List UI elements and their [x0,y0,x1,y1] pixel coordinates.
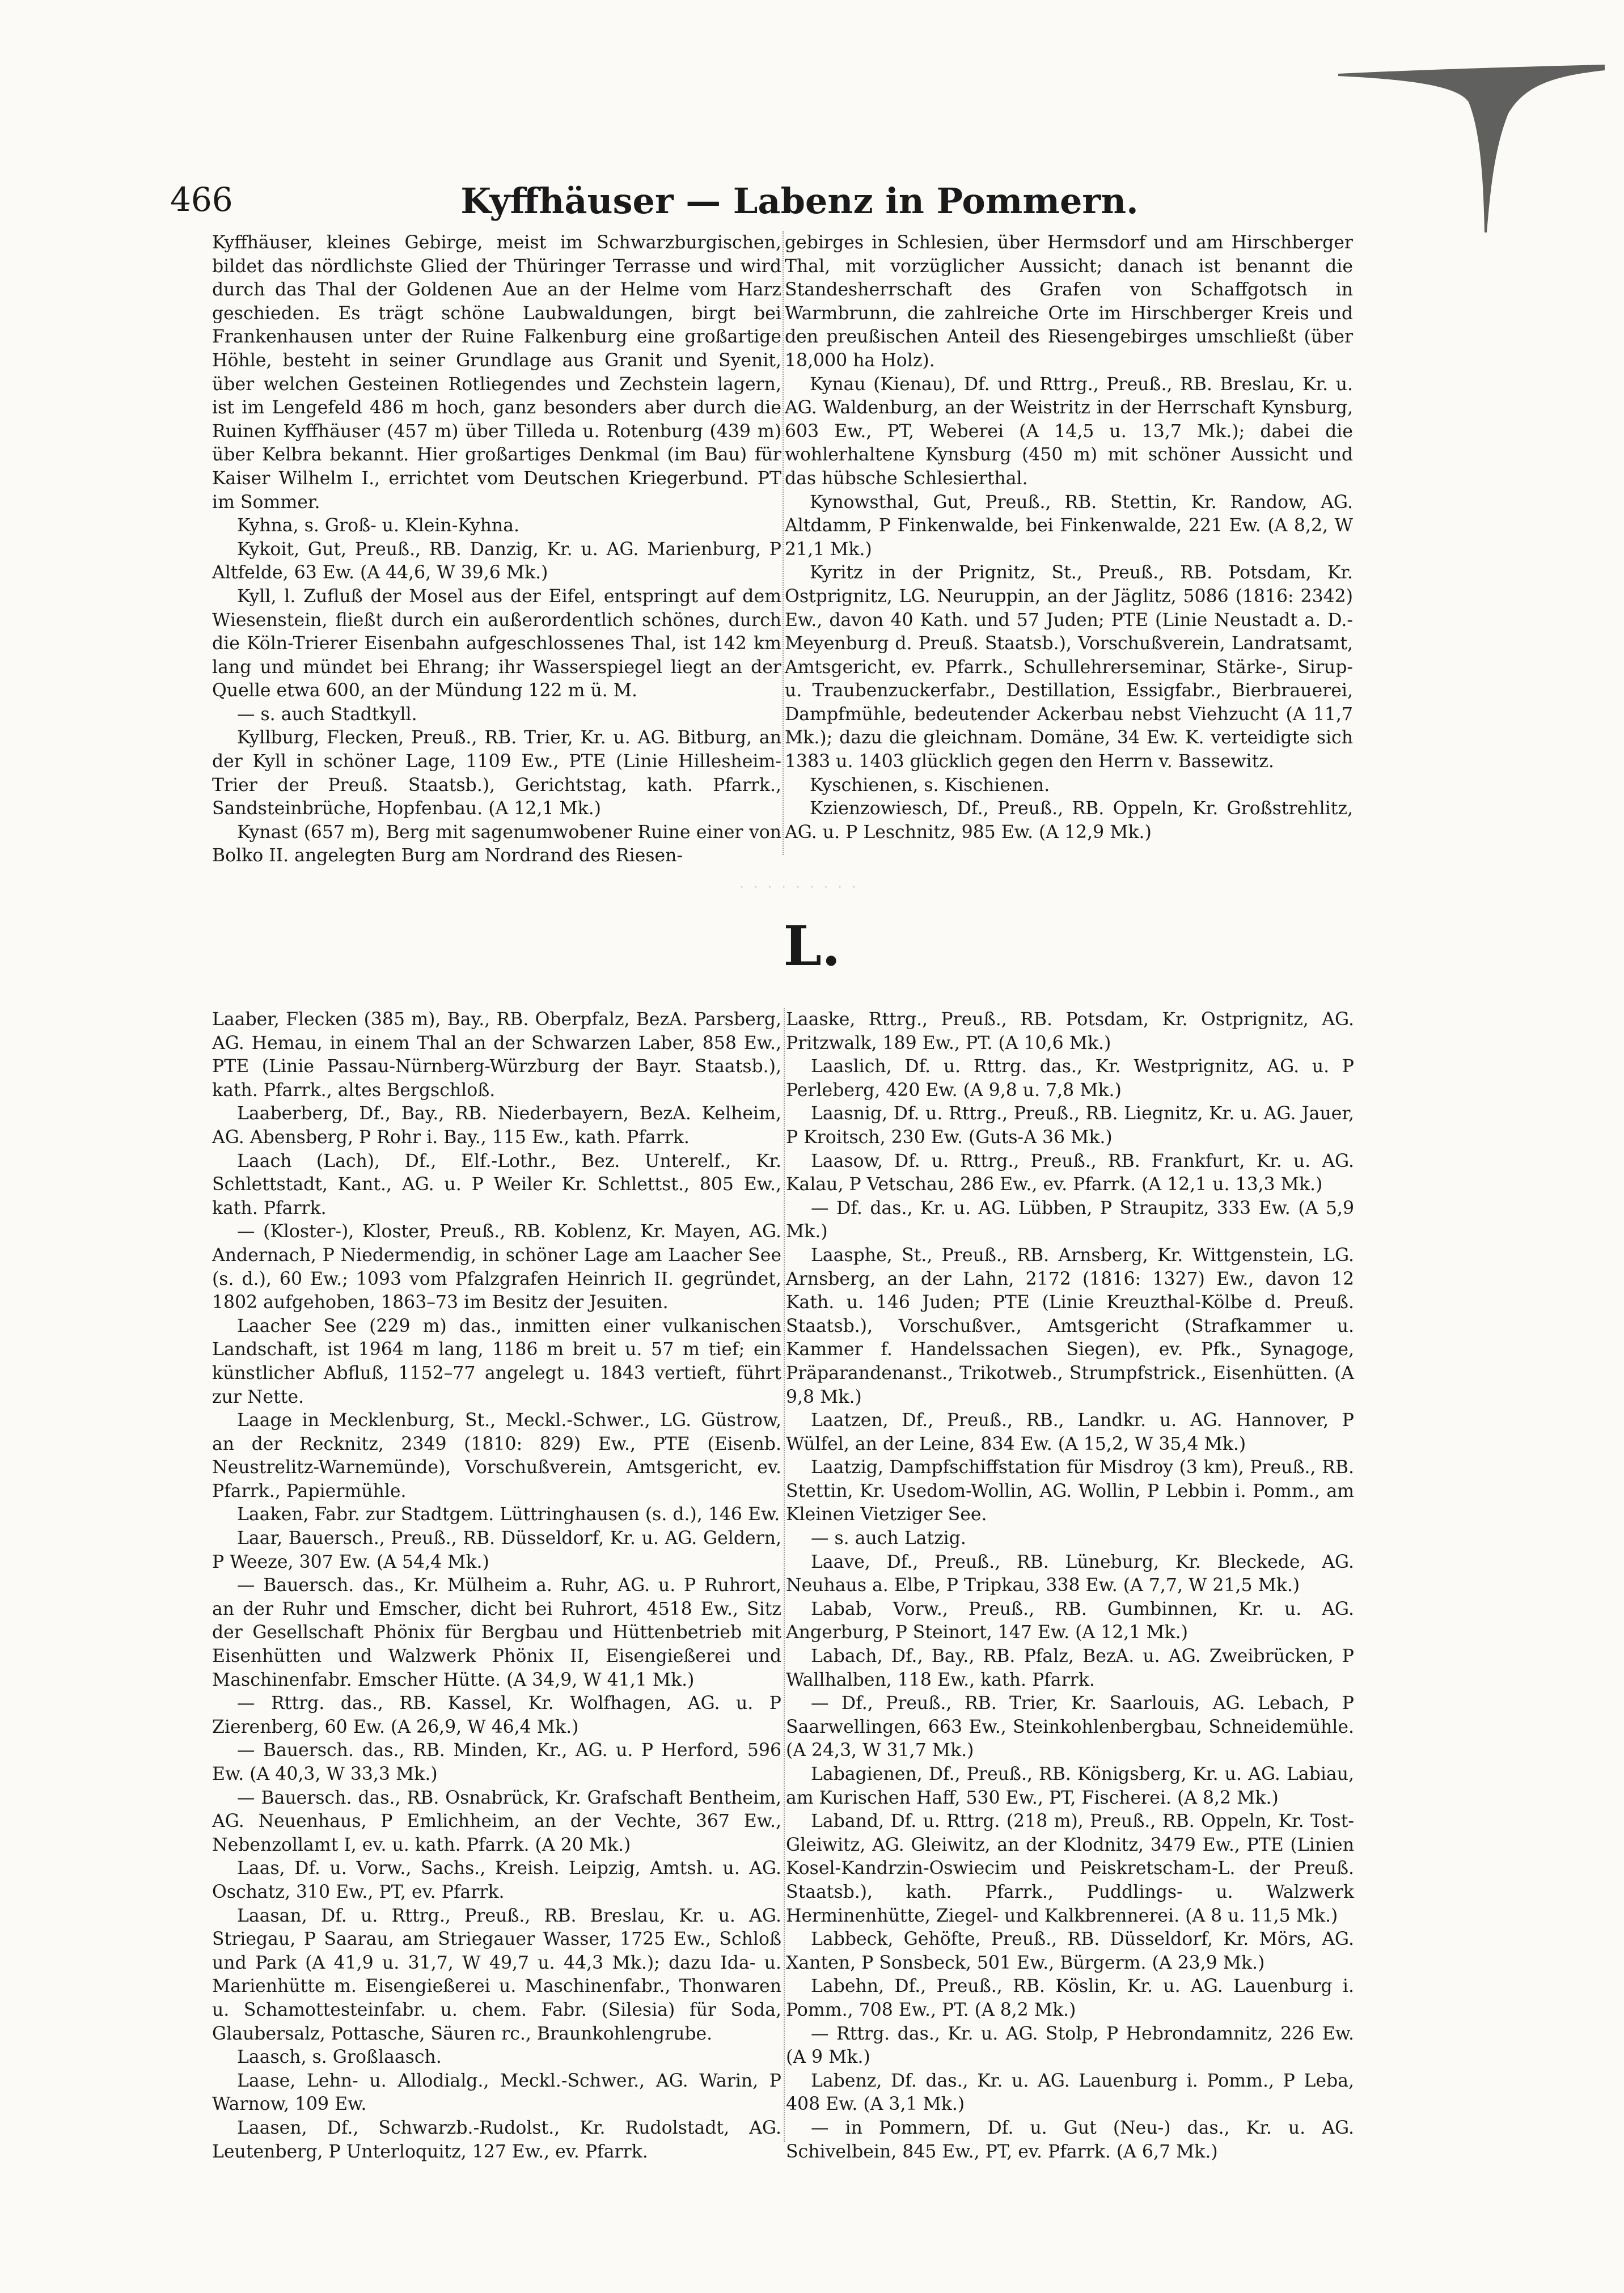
entry: Laage in Mecklenburg, St., Meckl.-Schwer., LG. Güstrow, an der Recknitz, 2349 (1810: 829) Ew., PTE (Eisenb. Neustrelitz-Warnemünde), Vorschußverein, Amtsgericht, ev. Pfarrk., Papiermühle. [212,1410,781,1501]
entry: Laacher See (229 m) das., inmitten einer vulkanischen Landschaft, ist 1964 m lang, 1186 m breit u. 57 m tief; ein künstlicher Abfluß, 1152–77 angelegt u. 1843 vertieft, führt zur Nette. [212,1315,781,1407]
entry: Laave, Df., Preuß., RB. Lüneburg, Kr. Bleckede, AG. Neuhaus a. Elbe, P Tripkau, 338 Ew. (A 7,7, W 21,5 Mk.) [786,1551,1354,1596]
entry: Kyllburg, Flecken, Preuß., RB. Trier, Kr. u. AG. Bitburg, an der Kyll in schöner Lage, 1109 Ew., PTE (Linie Hillesheim-Trier der Preuß. Staatsb.), Gerichtstag, kath. Pfarrk., Sandsteinbrüche, Hopfenbau. (A 12,1 Mk.) [212,727,781,819]
entry: Laas, Df. u. Vorw., Sachs., Kreish. Leipzig, Amtsh. u. AG. Oschatz, 310 Ew., PT, ev. Pfarrk. [212,1858,781,1902]
entry: — Bauersch. das., Kr. Mülheim a. Ruhr, AG. u. P Ruhrort, an der Ruhr und Emscher, dicht bei Ruhrort, 4518 Ew., Sitz der Gesellschaft Phönix für Bergbau und Hüttenbetrieb mit Eisenhütten und Walzwerk Phönix II, Eisengießerei und Maschinenfabr. Emscher Hütte. (A 34,9, W 41,1 Mk.) [212,1575,781,1690]
entry: Kyschienen, s. Kischienen. [810,775,1050,796]
entries-bottom-right [786,1008,1354,2164]
entry: Labach, Df., Bay., RB. Pfalz, BezA. u. AG. Zweibrücken, P Wallhalben, 118 Ew., kath. Pfarrk. [786,1646,1354,1690]
margin-ink-mark [1338,62,1605,232]
entries-top-right [785,231,1353,844]
entry: Laatzen, Df., Preuß., RB., Landkr. u. AG. Hannover, P Wülfel, an der Leine, 834 Ew. (A 15,2, W 35,4 Mk.) [786,1410,1354,1454]
entry: Laasen, Df., Schwarzb.-Rudolst., Kr. Rudolstadt, AG. Leutenberg, P Unterloquitz, 127 Ew., ev. Pfarrk. [212,2117,781,2162]
entry: Laband, Df. u. Rttrg. (218 m), Preuß., RB. Oppeln, Kr. Tost-Gleiwitz, AG. Gleiwitz, an der Klodnitz, 3479 Ew., PTE (Linien Kosel-Kandrzin-Oswiecim und Peiskretscham-L. der Preuß. Staatsb.), kath. Pfarrk., Puddlings- u. Walzwerk Herminenhütte, Ziegel- und Kalkbrennerei. (A 8 u. 11,5 Mk.) [786,1811,1354,1926]
entry: Laasow, Df. u. Rttrg., Preuß., RB. Frankfurt, Kr. u. AG. Kalau, P Vetschau, 286 Ew., ev. Pfarrk. (A 12,1 u. 13,3 Mk.) [786,1150,1354,1195]
entry: Laasnig, Df. u. Rttrg., Preuß., RB. Liegnitz, Kr. u. AG. Jauer, P Kroitsch, 230 Ew. (Guts-A 36 Mk.) [786,1103,1354,1148]
entries-bottom-left [212,1008,781,2164]
entry: Kyll, l. Zufluß der Mosel aus der Eifel, entspringt auf dem Wiesenstein, fließt durch ein außerordentlich schönes, durch die Köln-Trierer Eisenbahn aufgeschlossenes Thal, ist 142 km lang und mündet bei Ehrang; ihr Wasserspiegel liegt an der Quelle etwa 600, an der Mündung 122 m ü. M. [212,586,781,701]
entry: — (Kloster-), Kloster, Preuß., RB. Koblenz, Kr. Mayen, AG. Andernach, P Niedermendig, in schöner Lage am Laacher See (s. d.), 60 Ew.; 1093 vom Pfalzgrafen Heinrich II. gegründet, 1802 aufgehoben, 1863–73 im Besitz der Jesuiten. [212,1221,781,1313]
entry: Laaber, Flecken (385 m), Bay., RB. Oberpfalz, BezA. Parsberg, AG. Hemau, in einem Thal an der Schwarzen Laber, 858 Ew., PTE (Linie Passau-Nürnberg-Würzburg der Bayr. Staatsb.), kath. Pfarrk., altes Bergschloß. [212,1009,781,1101]
entry: Kyffhäuser, kleines Gebirge, meist im Schwarzburgischen, bildet das nördlichste Glied der Thüringer Terrasse und wird durch das Thal der Goldenen Aue an der Helme vom Harz geschieden. Es trägt schöne Laubwaldungen, birgt bei Frankenhausen unter der Ruine Falkenburg eine großartige Höhle, besteht in seiner Grundlage aus Granit und Syenit, über welchen Gesteinen Rotliegendes und Zechstein lagern, ist im Lengefeld 486 m hoch, ganz besonders aber durch die Ruinen Kyffhäuser (457 m) über Tilleda u. Rotenburg (439 m) über Kelbra bekannt. Hier großartiges Denkmal (im Bau) für Kaiser Wilhelm I., errichtet vom Deutschen Kriegerbund. PT im Sommer. [212,232,781,513]
entry: Laach (Lach), Df., Elf.-Lothr., Bez. Unterelf., Kr. Schlettstadt, Kant., AG. u. P Weiler Kr. Schlettst., 805 Ew., kath. Pfarrk. [212,1150,781,1219]
entry: Laase, Lehn- u. Allodialg., Meckl.-Schwer., AG. Warin, P Warnow, 109 Ew. [212,2070,781,2115]
entries-top-left [212,231,781,868]
entry: Labagienen, Df., Preuß., RB. Königsberg, Kr. u. AG. Labiau, am Kurischen Haff, 530 Ew., PT, Fischerei. (A 8,2 Mk.) [786,1764,1354,1808]
entry: Kyritz in der Prignitz, St., Preuß., RB. Potsdam, Kr. Ostprignitz, LG. Neuruppin, an der Jäglitz, 5086 (1816: 2342) Ew., davon 40 Kath. und 57 Juden; PTE (Linie Neustadt a. D.-Meyenburg d. Preuß. Staatsb.), Vorschußverein, Landratsamt, Amtsgericht, ev. Pfarrk., Schullehrerseminar, Stärke-, Sirup- u. Traubenzuckerfabr., Destillation, Essigfabr., Bierbrauerei, Dampfmühle, bedeutender Ackerbau nebst Viehzucht (A 11,7 Mk.); dazu die gleichnam. Domäne, 34 Ew. K. verteidigte sich 1383 u. 1403 glücklich gegen den Herrn v. Bassewitz. [785,562,1353,772]
entry: Laaken, Fabr. zur Stadtgem. Lüttringhausen (s. d.), 146 Ew. [237,1504,780,1525]
entry: — Bauersch. das., RB. Minden, Kr., AG. u. P Herford, 596 Ew. (A 40,3, W 33,3 Mk.) [212,1740,781,1784]
entry: Laasan, Df. u. Rttrg., Preuß., RB. Breslau, Kr. u. AG. Striegau, P Saarau, am Striegauer Wasser, 1725 Ew., Schloß und Park (A 41,9 u. 31,7, W 49,7 u. 44,3 Mk.); dazu Ida- u. Marienhütte m. Eisengießerei u. Maschinenfabr., Thonwaren u. Schamottesteinfabr. u. chem. Fabr. (Silesia) für Soda, Glaubersalz, Pottasche, Säuren rc., Braunkohlengrube. [212,1905,781,2044]
column-separator [783,231,784,855]
entry: Kzienzowiesch, Df., Preuß., RB. Oppeln, Kr. Großstrehlitz, AG. u. P Leschnitz, 985 Ew. (A 12,9 Mk.) [785,798,1353,843]
entry: Laaske, Rttrg., Preuß., RB. Potsdam, Kr. Ostprignitz, AG. Pritzwalk, 189 Ew., PT. (A 10,6 Mk.) [786,1009,1354,1054]
entry: — Rttrg. das., RB. Kassel, Kr. Wolfhagen, AG. u. P Zierenberg, 60 Ew. (A 26,9, W 46,4 Mk.) [212,1693,781,1737]
entry: Laaslich, Df. u. Rttrg. das., Kr. Westprignitz, AG. u. P Perleberg, 420 Ew. (A 9,8 u. 7,8 Mk.) [786,1056,1354,1101]
entry: — s. auch Stadtkyll. [237,704,417,725]
entry: Labab, Vorw., Preuß., RB. Gumbinnen, Kr. u. AG. Angerburg, P Steinort, 147 Ew. (A 12,1 Mk.) [786,1598,1354,1643]
page-number: 466 [170,180,233,219]
entry: Labenz, Df. das., Kr. u. AG. Lauenburg i. Pomm., P Leba, 408 Ew. (A 3,1 Mk.) [786,2070,1354,2115]
entry: Kykoit, Gut, Preuß., RB. Danzig, Kr. u. AG. Marienburg, P Altfelde, 63 Ew. (A 44,6, W 39,6 Mk.) [212,539,781,583]
entry: Kynowsthal, Gut, Preuß., RB. Stettin, Kr. Randow, AG. Altdamm, P Finkenwalde, bei Finkenwalde, 221 Ew. (A 8,2, W 21,1 Mk.) [785,492,1353,560]
entry: — Bauersch. das., RB. Osnabrück, Kr. Grafschaft Bentheim, AG. Neuenhaus, P Emlichheim, an der Vechte, 367 Ew., Nebenzollamt I, ev. u. kath. Pfarrk. (A 20 Mk.) [212,1787,781,1855]
entry: Laar, Bauersch., Preuß., RB. Düsseldorf, Kr. u. AG. Geldern, P Weeze, 307 Ew. (A 54,4 Mk.) [212,1528,781,1572]
entry: Labehn, Df., Preuß., RB. Köslin, Kr. u. AG. Lauenburg i. Pomm., 708 Ew., PT. (A 8,2 Mk.) [786,1976,1354,2020]
entry: — Df. das., Kr. u. AG. Lübben, P Straupitz, 333 Ew. (A 5,9 Mk.) [786,1198,1354,1242]
entry: Laasch, s. Großlaasch. [237,2047,442,2068]
entry: Laaberberg, Df., Bay., RB. Niederbayern, BezA. Kelheim, AG. Abensberg, P Rohr i. Bay., 115 Ew., kath. Pfarrk. [212,1103,781,1148]
column-separator-lower [784,1008,785,2142]
entry: Kyhna, s. Groß- u. Klein-Kyhna. [237,515,520,536]
entry: Kynast (657 m), Berg mit sagenumwobener Ruine einer von Bolko II. angelegten Burg am Nordrand des Riesen- [212,822,781,866]
entry: Kynau (Kienau), Df. und Rttrg., Preuß., RB. Breslau, Kr. u. AG. Waldenburg, an der Weistritz in der Herrschaft Kynsburg, 603 Ew., PT, Weberei (A 14,5 u. 13,7 Mk.); dabei die wohlerhaltene Kynsburg (450 m) mit schöner Aussicht und das hübsche Schlesierthal. [785,374,1353,489]
section-divider: · · · · · · · · · [739,880,860,894]
page-header [170,180,1429,226]
entry: — Df., Preuß., RB. Trier, Kr. Saarlouis, AG. Lebach, P Saarwellingen, 663 Ew., Steinkohlenbergbau, Schneidemühle. (A 24,3, W 31,7 Mk.) [786,1693,1354,1761]
section-letter: L. [783,914,841,978]
entry: — in Pommern, Df. u. Gut (Neu-) das., Kr. u. AG. Schivelbein, 845 Ew., PT, ev. Pfarrk. (A 6,7 Mk.) [786,2117,1354,2162]
page-title: Kyffhäuser — Labenz in Pommern. [460,180,1139,222]
entry: gebirges in Schlesien, über Hermsdorf und am Hirschberger Thal, mit vorzüglicher Aussicht; danach ist benannt die Standesherrschaft des Grafen von Schaffgotsch in Warmbrunn, die zahlreiche Orte im Hirschberger Kreis und den preußischen Anteil des Riesengebirges umschließt (über 18,000 ha Holz). [785,232,1353,371]
entry: Labbeck, Gehöfte, Preuß., RB. Düsseldorf, Kr. Mörs, AG. Xanten, P Sonsbeck, 501 Ew., Bürgerm. (A 23,9 Mk.) [786,1929,1354,1973]
entry: Laasphe, St., Preuß., RB. Arnsberg, Kr. Wittgenstein, LG. Arnsberg, an der Lahn, 2172 (1816: 1327) Ew., davon 12 Kath. u. 146 Juden; PTE (Linie Kreuzthal-Kölbe d. Preuß. Staatsb.), Vorschußver., Amtsgericht (Strafkammer u. Kammer f. Handelssachen Siegen), ev. Pfk., Synagoge, Präparandenanst., Trikotweb., Strumpfstrick., Eisenhütten. (A 9,8 Mk.) [786,1245,1354,1407]
entry: — s. auch Latzig. [811,1528,966,1549]
entry: — Rttrg. das., Kr. u. AG. Stolp, P Hebrondamnitz, 226 Ew. (A 9 Mk.) [786,2023,1354,2068]
entry: Laatzig, Dampfschiffstation für Misdroy (3 km), Preuß., RB. Stettin, Kr. Usedom-Wollin, AG. Wollin, P Lebbin i. Pomm., am Kleinen Vietziger See. [786,1457,1354,1525]
